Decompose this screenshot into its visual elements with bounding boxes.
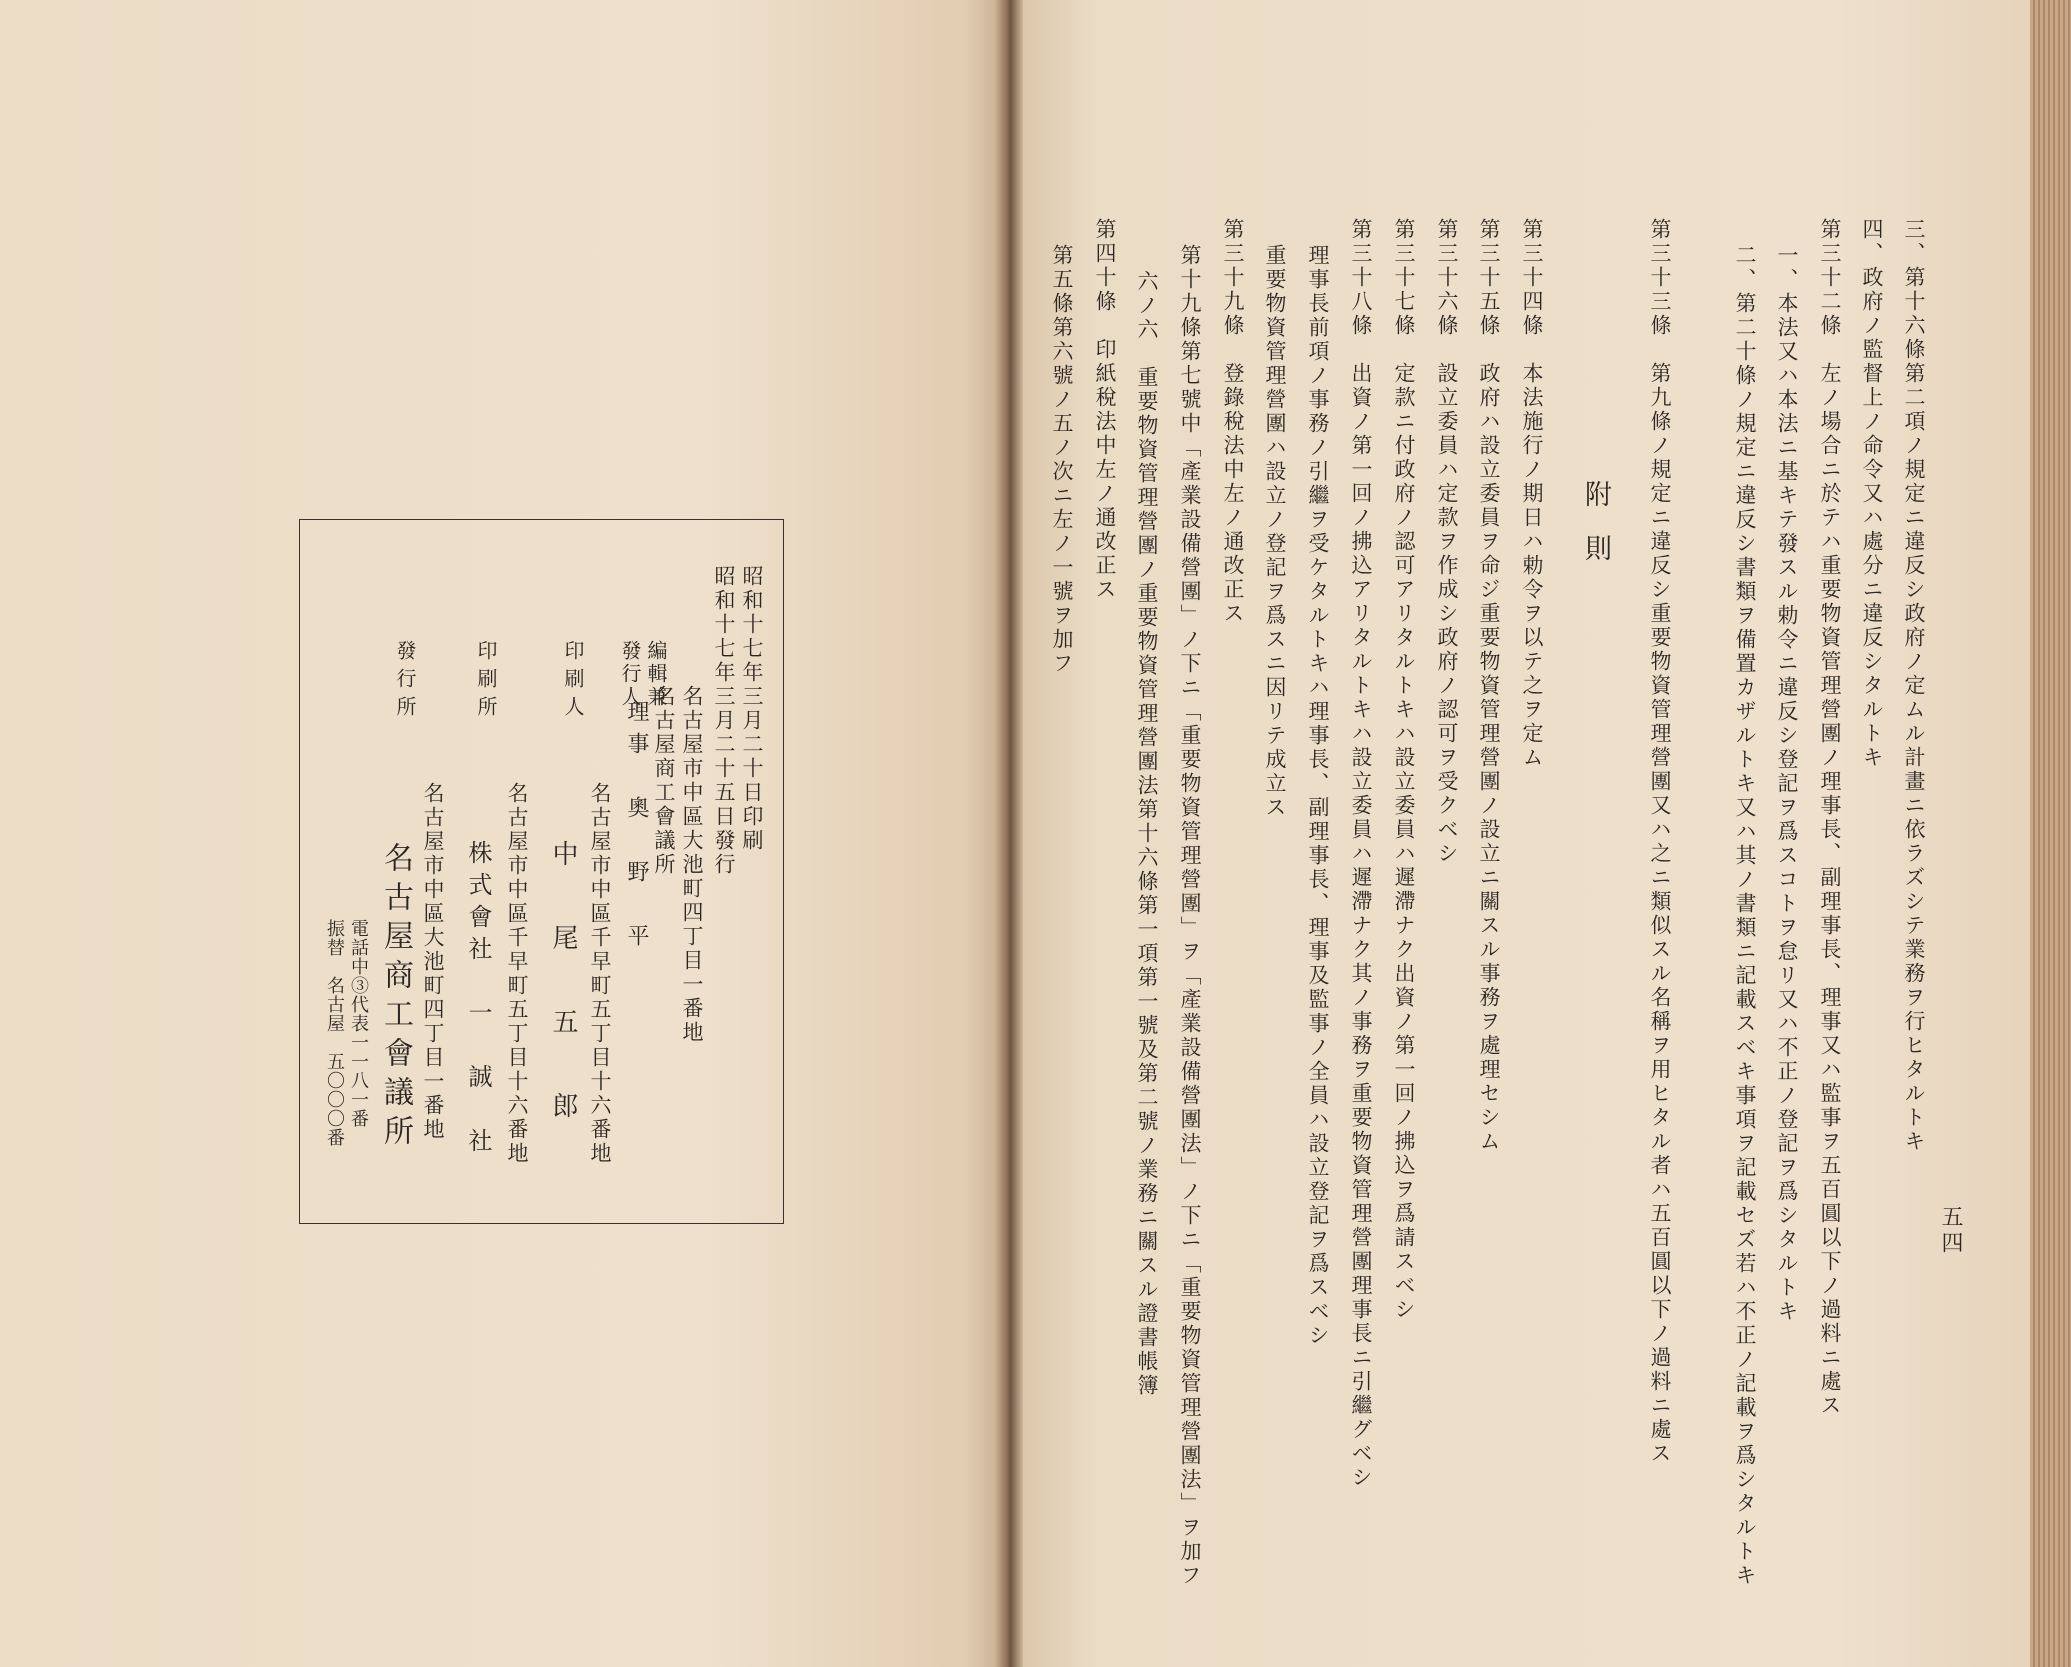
text-line: 第五條第六號ノ五ノ次ニ左ノ一號ヲ加フ [1050, 244, 1074, 676]
supplementary-heading: 附 則 [1580, 480, 1611, 561]
text-line: 四、政府ノ監督上ノ命令又ハ處分ニ違反シタルトキ [1860, 218, 1884, 770]
text-line: 第三十五條 政府ハ設立委員ヲ命ジ重要物資管理營團ノ設立ニ關スル事務ヲ處理セシム [1477, 218, 1501, 1154]
text-line: 第三十九條 登錄稅法中左ノ通改正ス [1221, 218, 1245, 626]
text-line: 第三十四條 本法施行ノ期日ハ勅令ヲ以テ之ヲ定ム [1520, 218, 1544, 770]
print-shop-address: 名古屋市中區千早町五丁目十六番地 [505, 782, 529, 1166]
editor-org: 名古屋商工會議所 [652, 685, 676, 877]
printer-name: 中 尾 五 郎 [548, 840, 578, 1134]
text-line: 理事長前項ノ事務ノ引繼ヲ受ケタルトキハ理事長、副理事長、理事及監事ノ全員ハ設立登記ヲ爲スベシ [1306, 244, 1330, 1348]
transfer-account: 振替 名古屋 五〇〇〇番 [324, 919, 345, 1147]
text-line: 第三十六條 設立委員ハ定款ヲ作成シ政府ノ認可ヲ受クベシ [1435, 218, 1459, 866]
page-edges [2030, 0, 2071, 1667]
text-line: 第三十三條 第九條ノ規定ニ違反シ重要物資管理營團又ハ之ニ類似スル名稱ヲ用ヒタル者ハ五百圓以下ノ過料ニ處ス [1648, 218, 1672, 1466]
printed-date: 昭和十七年三月二十日印刷 [740, 565, 764, 853]
print-shop-name: 株式會社 一 誠 社 [464, 840, 492, 1160]
text-line: 一、本法又ハ本法ニ基キテ發スル勅令ニ違反シ登記ヲ爲スコトヲ怠リ又ハ不正ノ登記ヲ爲シタルトキ [1775, 244, 1799, 1324]
phone-number: 電話中③代表一一八一番 [348, 919, 369, 1128]
text-line: 六ノ六 重要物資管理營團ノ重要物資管理營團法第十六條第一項第一號及第二號ノ業務ニ關スル證書帳簿 [1135, 270, 1159, 1398]
publisher-name: 名古屋商工會議所 [378, 842, 413, 1154]
page-number: 五四 [1938, 1205, 1963, 1257]
text-line: 二、第二十條ノ規定ニ違反シ書類ヲ備置カザルトキ又ハ其ノ書類ニ記載スベキ事項ヲ記載セズ若ハ不正ノ記載ヲ爲シタルトキ [1733, 244, 1757, 1588]
text-line: 第三十七條 定款ニ付政府ノ認可アリタルトキハ設立委員ハ遲滯ナク出資ノ第一回ノ拂込ヲ爲請スベシ [1392, 218, 1416, 1322]
editor-name: 理事 奧 野 平 [624, 700, 649, 956]
printer-address: 名古屋市中區千早町五丁目十六番地 [588, 782, 612, 1166]
publisher-address: 名古屋市中區大池町四丁目一番地 [421, 782, 445, 1142]
text-line: 三、第十六條第二項ノ規定ニ違反シ政府ノ定ムル計畫ニ依ラズシテ業務ヲ行ヒタルトキ [1902, 218, 1926, 1154]
editor-address: 名古屋市中區大池町四丁目一番地 [680, 685, 704, 1045]
print-shop-label: 印刷所 [474, 640, 498, 724]
text-line: 第三十二條 左ノ場合ニ於テハ重要物資管理營團ノ理事長、副理事長、理事又ハ監事ヲ五百圓以下ノ過料ニ處ス [1818, 218, 1842, 1418]
printer-label: 印刷人 [561, 640, 585, 724]
publisher-label: 發行所 [393, 640, 417, 724]
editor-label-bottom: 發行人 [618, 640, 642, 709]
editor-label-top: 編輯兼 [644, 640, 668, 709]
published-date: 昭和十七年三月二十五日發行 [712, 565, 736, 877]
text-line: 第三十八條 出資ノ第一回ノ拂込アリタルトキハ設立委員ハ遲滯ナク其ノ事務ヲ重要物資管理營團理事長ニ引繼グベシ [1349, 218, 1373, 1490]
book-gutter [995, 0, 1023, 1667]
text-line: 第四十條 印紙稅法中左ノ通改正ス [1093, 218, 1117, 602]
text-line: 第十九條第七號中「產業設備營團」ノ下ニ「重要物資管理營團」ヲ「產業設備營團法」ノ下ニ「重要物資管理營團法」ヲ加フ [1178, 244, 1202, 1588]
text-line: 重要物資管理營團ハ設立ノ登記ヲ爲スニ因リテ成立ス [1263, 244, 1287, 820]
